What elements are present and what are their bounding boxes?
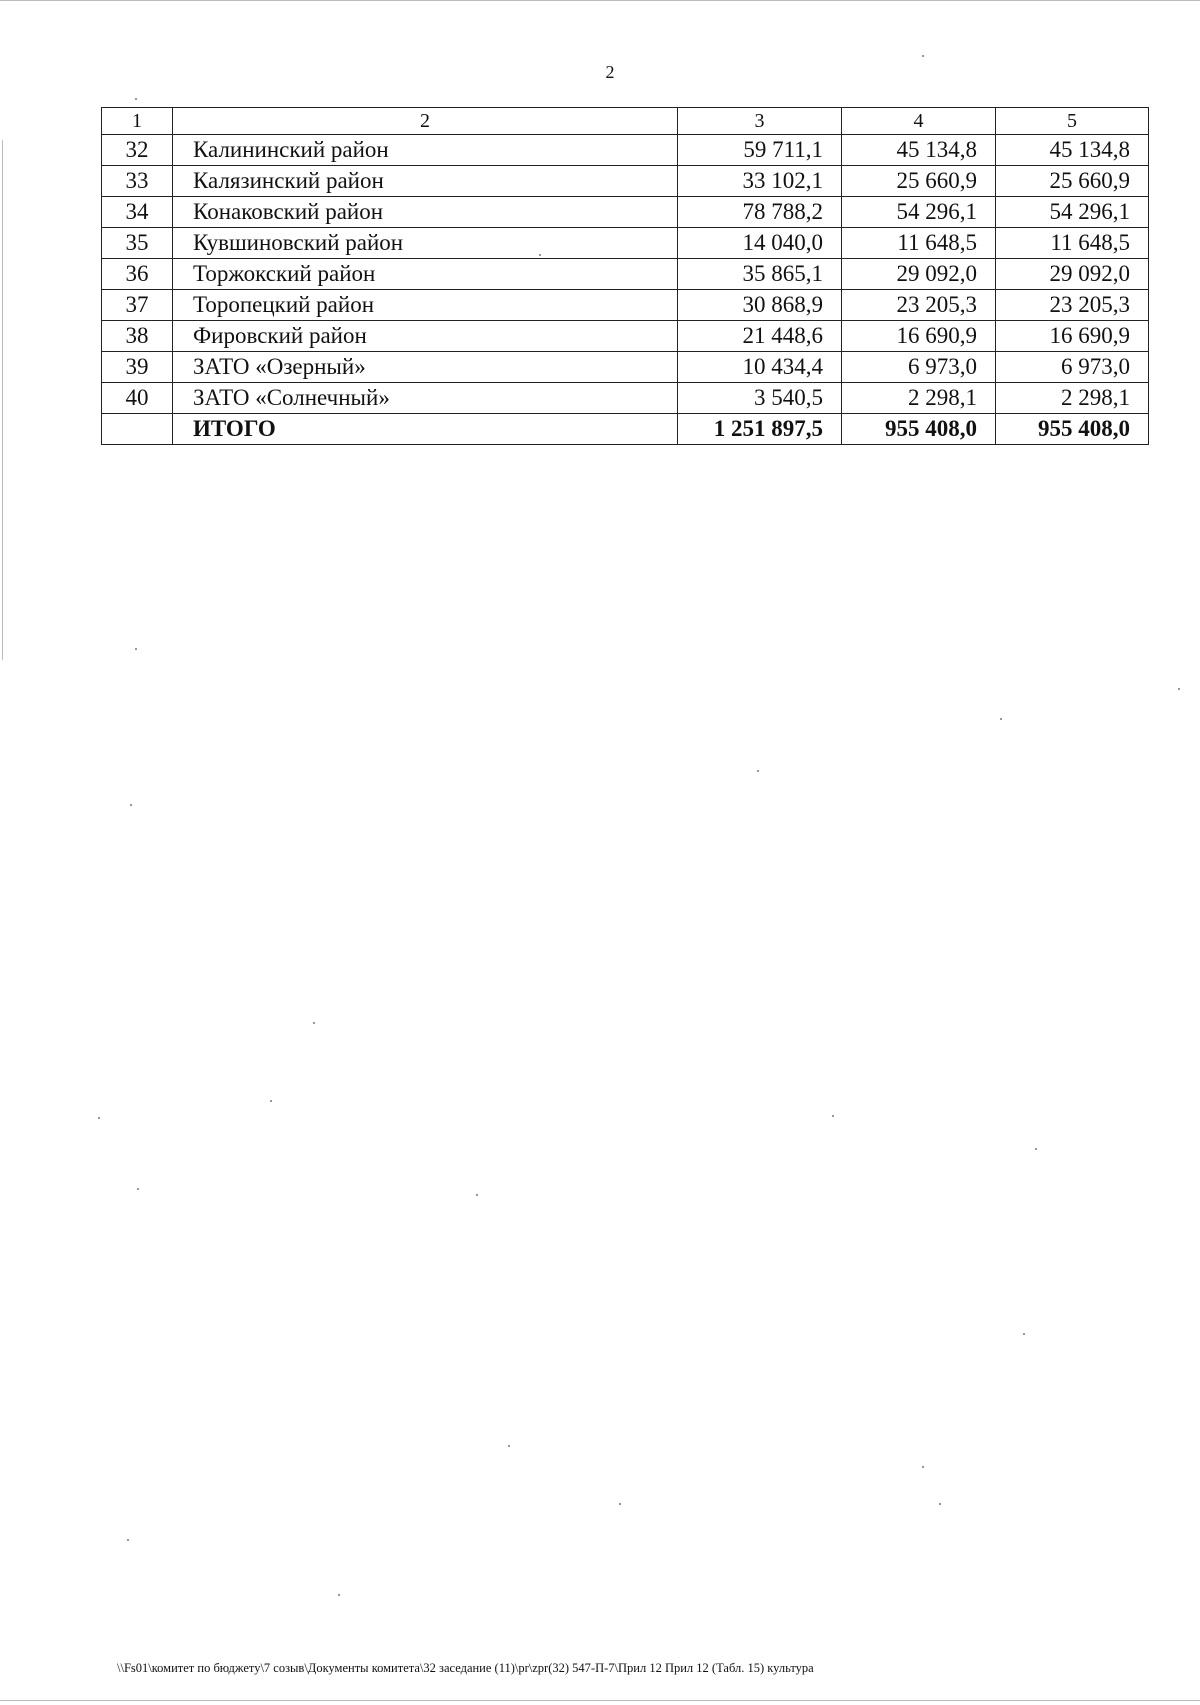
scan-speck bbox=[137, 1188, 139, 1190]
district-name-cell: ЗАТО «Солнечный» bbox=[173, 383, 678, 414]
row-number-cell: 37 bbox=[102, 290, 173, 321]
scan-speck bbox=[619, 1503, 621, 1505]
row-number-cell: 32 bbox=[102, 135, 173, 166]
district-name-cell: Калязинский район bbox=[173, 166, 678, 197]
district-name-cell: Торопецкий район bbox=[173, 290, 678, 321]
scan-speck bbox=[135, 98, 137, 100]
column-4-value-cell: 29 092,0 bbox=[842, 259, 996, 290]
scan-speck bbox=[922, 55, 924, 57]
column-3-value-cell: 33 102,1 bbox=[678, 166, 842, 197]
total-column-5-cell: 955 408,0 bbox=[996, 414, 1149, 445]
district-name-cell: Кувшиновский район bbox=[173, 228, 678, 259]
column-3-value-cell: 3 540,5 bbox=[678, 383, 842, 414]
page-number: 2 bbox=[605, 62, 615, 82]
scan-speck bbox=[313, 1022, 315, 1024]
row-number-cell: 34 bbox=[102, 197, 173, 228]
row-number-cell: 39 bbox=[102, 352, 173, 383]
total-row bbox=[102, 414, 1149, 445]
column-5-value-cell: 11 648,5 bbox=[996, 228, 1149, 259]
column-4-value-cell: 2 298,1 bbox=[842, 383, 996, 414]
column-3-value-cell: 10 434,4 bbox=[678, 352, 842, 383]
column-4-value-cell: 11 648,5 bbox=[842, 228, 996, 259]
column-5-value-cell: 16 690,9 bbox=[996, 321, 1149, 352]
scan-edge-top bbox=[0, 0, 1200, 1]
total-label-cell: ИТОГО bbox=[173, 414, 678, 445]
column-5-value-cell: 6 973,0 bbox=[996, 352, 1149, 383]
district-name-cell: ЗАТО «Озерный» bbox=[173, 352, 678, 383]
scan-speck bbox=[476, 1194, 478, 1196]
scan-speck bbox=[1035, 1148, 1037, 1150]
table-row bbox=[102, 259, 1149, 290]
table-row bbox=[102, 166, 1149, 197]
table-header-row bbox=[102, 108, 1149, 135]
budget-table bbox=[101, 107, 1149, 445]
row-number-cell: 33 bbox=[102, 166, 173, 197]
total-column-3-cell: 1 251 897,5 bbox=[678, 414, 842, 445]
column-4-value-cell: 6 973,0 bbox=[842, 352, 996, 383]
scan-speck bbox=[1178, 688, 1180, 690]
total-number-cell bbox=[102, 414, 173, 445]
scan-speck bbox=[939, 1503, 941, 1505]
column-5-value-cell: 2 298,1 bbox=[996, 383, 1149, 414]
header-cell-2: 2 bbox=[173, 108, 678, 135]
table-row bbox=[102, 228, 1149, 259]
column-3-value-cell: 59 711,1 bbox=[678, 135, 842, 166]
scan-speck bbox=[757, 770, 759, 772]
scan-speck bbox=[508, 1445, 510, 1447]
table-row bbox=[102, 352, 1149, 383]
district-name-cell: Торжокский район bbox=[173, 259, 678, 290]
header-cell-4: 4 bbox=[842, 108, 996, 135]
scan-speck bbox=[98, 1117, 100, 1119]
column-5-value-cell: 25 660,9 bbox=[996, 166, 1149, 197]
column-4-value-cell: 54 296,1 bbox=[842, 197, 996, 228]
scan-edge-bottom bbox=[0, 1700, 1200, 1701]
row-number-cell: 35 bbox=[102, 228, 173, 259]
column-5-value-cell: 45 134,8 bbox=[996, 135, 1149, 166]
column-4-value-cell: 45 134,8 bbox=[842, 135, 996, 166]
district-name-cell: Калининский район bbox=[173, 135, 678, 166]
column-4-value-cell: 23 205,3 bbox=[842, 290, 996, 321]
scan-speck bbox=[922, 1466, 924, 1468]
scan-speck bbox=[135, 648, 137, 650]
district-name-cell: Конаковский район bbox=[173, 197, 678, 228]
column-3-value-cell: 35 865,1 bbox=[678, 259, 842, 290]
column-5-value-cell: 54 296,1 bbox=[996, 197, 1149, 228]
scan-speck bbox=[270, 1100, 272, 1102]
scan-edge-left bbox=[2, 140, 3, 660]
header-cell-3: 3 bbox=[678, 108, 842, 135]
column-5-value-cell: 29 092,0 bbox=[996, 259, 1149, 290]
header-cell-1: 1 bbox=[102, 108, 173, 135]
column-3-value-cell: 78 788,2 bbox=[678, 197, 842, 228]
column-3-value-cell: 21 448,6 bbox=[678, 321, 842, 352]
row-number-cell: 36 bbox=[102, 259, 173, 290]
table-row bbox=[102, 135, 1149, 166]
column-4-value-cell: 16 690,9 bbox=[842, 321, 996, 352]
scan-speck bbox=[130, 804, 132, 806]
scan-speck bbox=[832, 1115, 834, 1117]
column-3-value-cell: 30 868,9 bbox=[678, 290, 842, 321]
table-row bbox=[102, 290, 1149, 321]
column-5-value-cell: 23 205,3 bbox=[996, 290, 1149, 321]
scan-speck bbox=[338, 1594, 340, 1596]
footer-file-path: \\Fs01\комитет по бюджету\7 созыв\Документы комитета\32 заседание (11)\pr\zpr(32) 547-П-7\Прил 12 Прил 12 (Табл. 15) культура bbox=[117, 1661, 814, 1675]
total-column-4-cell: 955 408,0 bbox=[842, 414, 996, 445]
column-3-value-cell: 14 040,0 bbox=[678, 228, 842, 259]
table-row bbox=[102, 383, 1149, 414]
table-body bbox=[102, 108, 1149, 445]
table-row bbox=[102, 197, 1149, 228]
table-row bbox=[102, 321, 1149, 352]
row-number-cell: 40 bbox=[102, 383, 173, 414]
column-4-value-cell: 25 660,9 bbox=[842, 166, 996, 197]
row-number-cell: 38 bbox=[102, 321, 173, 352]
scan-speck bbox=[1023, 1333, 1025, 1335]
district-name-cell: Фировский район bbox=[173, 321, 678, 352]
header-cell-5: 5 bbox=[996, 108, 1149, 135]
scan-speck bbox=[127, 1539, 129, 1541]
scan-speck bbox=[1000, 718, 1002, 720]
